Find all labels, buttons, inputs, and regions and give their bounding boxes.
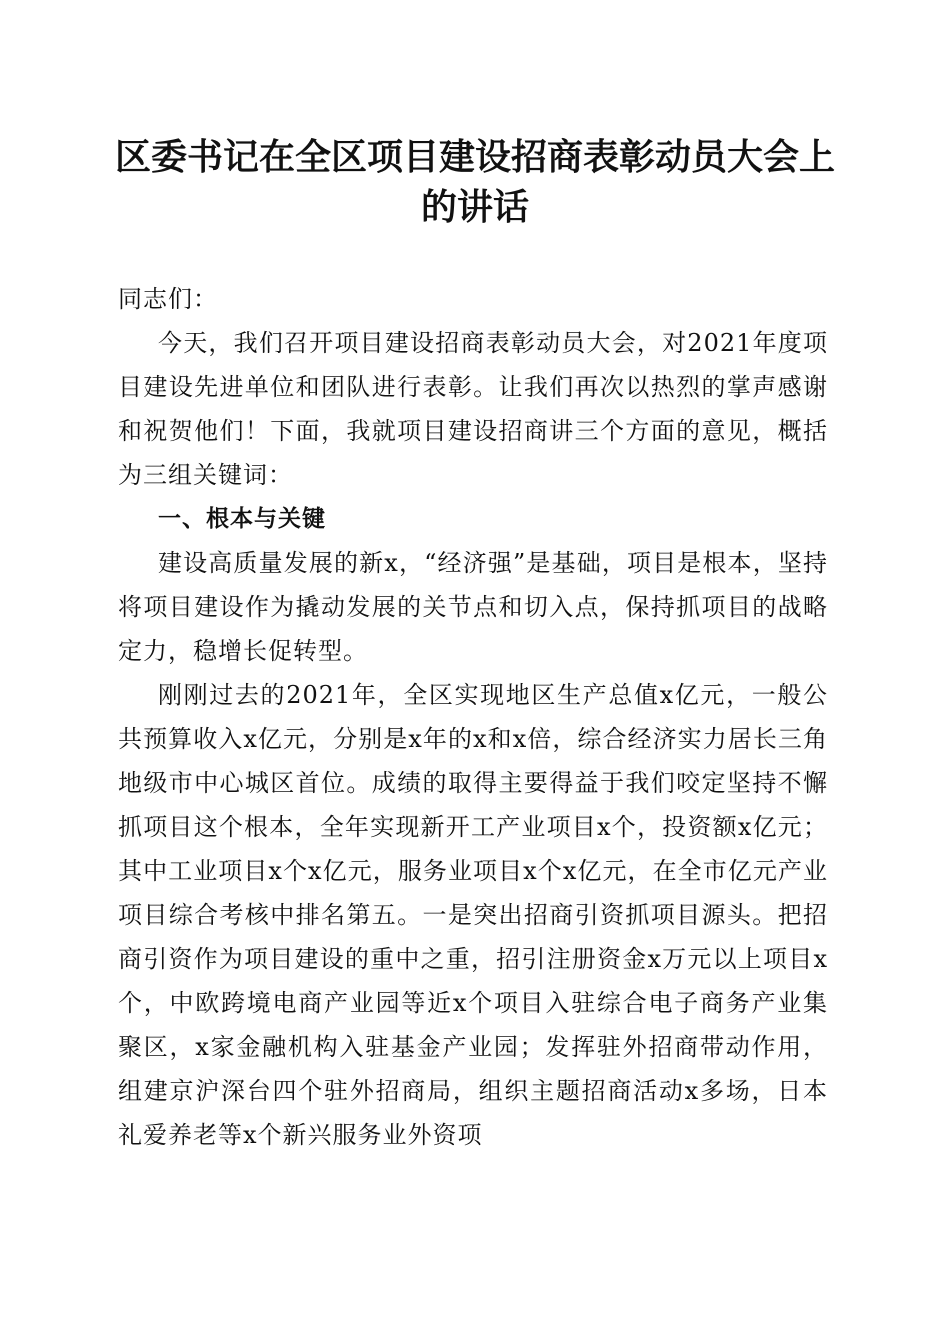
paragraph-intro: 今天，我们召开项目建设招商表彰动员大会，对2021年度项目建设先进单位和团队进行表彰。让我们再次以热烈的掌声感谢和祝贺他们！下面，我就项目建设招商讲三个方面的意见，概括为三组关键词： [118, 329, 828, 489]
document-body [118, 277, 828, 1157]
paragraph-achievements: 刚刚过去的2021年，全区实现地区生产总值x亿元，一般公共预算收入x亿元，分别是x年的x和x倍，综合经济实力居长三角地级市中心城区首位。成绩的取得主要得益于我们咬定坚持不懈抓项目这个根本，全年实现新开工产业项目x个，投资额x亿元；其中工业项目x个x亿元，服务业项目x个x亿元，在全市亿元产业项目综合考核中排名第五。一是突出招商引资抓项目源头。把招商引资作为项目建设的重中之重，招引注册资金x万元以上项目x个，中欧跨境电商产业园等近x个项目入驻综合电子商务产业集聚区，x家金融机构入驻基金产业园；发挥驻外招商带动作用，组建京沪深台四个驻外招商局，组织主题招商活动x多场，日本礼爱养老等x个新兴服务业外资项 [118, 681, 828, 1149]
section-heading-1: 一、根本与关键 [158, 506, 326, 532]
document-title [100, 132, 850, 232]
title-line-1: 区委书记在全区项目建设招商表彰动员大会上 [114, 136, 835, 178]
paragraph-foundation: 建设高质量发展的新x，“经济强”是基础，项目是根本，坚持将项目建设作为撬动发展的关节点和切入点，保持抓项目的战略定力，稳增长促转型。 [118, 549, 828, 665]
salutation: 同志们： [118, 285, 218, 313]
title-line-2: 的讲话 [420, 186, 529, 228]
